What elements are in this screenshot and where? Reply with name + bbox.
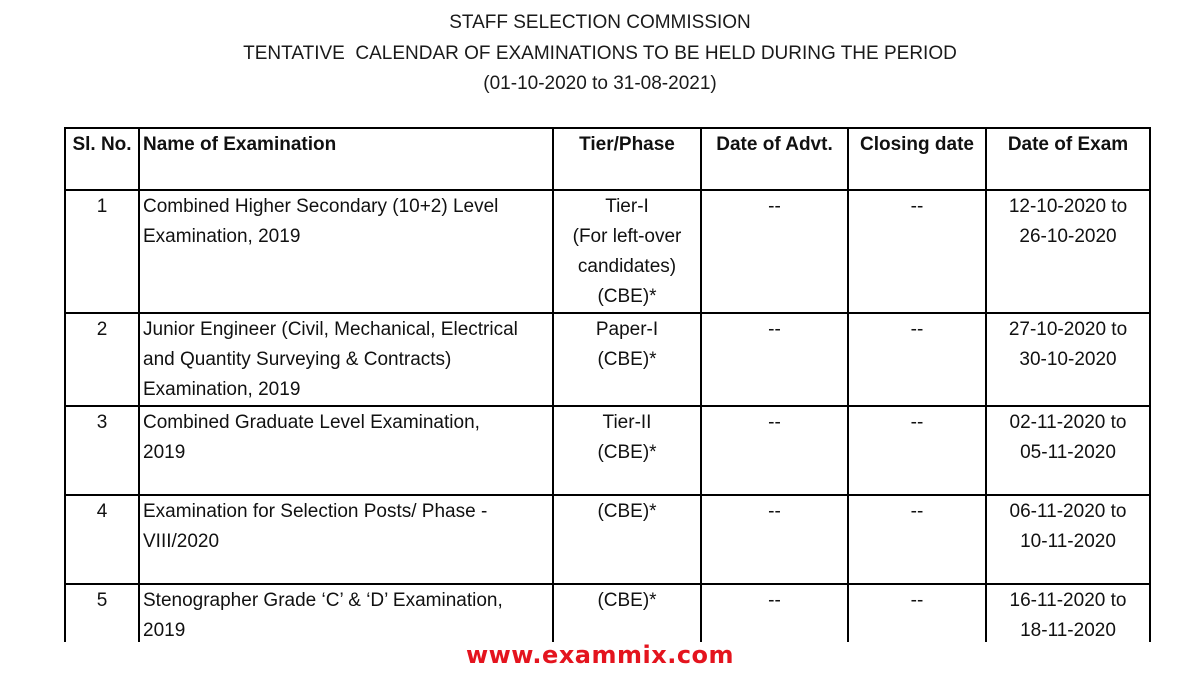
cell-date-of-exam <box>986 406 1150 495</box>
cell-exam-name <box>139 584 553 647</box>
tier-line: candidates) <box>577 256 677 277</box>
tier-line: (CBE)* <box>597 590 657 611</box>
tier-line: (CBE)* <box>597 349 657 370</box>
tier-line: Tier-I <box>605 196 649 217</box>
table-header-row <box>65 128 1150 190</box>
exam-name-line: Examination, 2019 <box>143 226 301 247</box>
tier-line: Paper-I <box>595 319 659 340</box>
exam-date-line: 06-11-2020 to <box>1009 501 1127 522</box>
site-watermark: www.exammix.com <box>465 641 735 669</box>
exam-date-line: 30-10-2020 <box>1019 349 1117 370</box>
cell-date-of-advt: -- <box>701 190 848 313</box>
cell-date-of-advt: -- <box>701 584 848 647</box>
calendar-period: (01-10-2020 to 31-08-2021) <box>483 73 717 94</box>
cell-exam-name <box>139 495 553 584</box>
exam-date-line: 02-11-2020 to <box>1009 412 1127 433</box>
table-row <box>65 313 1150 406</box>
column-header-date-of-advt: Date of Advt. <box>701 128 848 190</box>
column-header-exam-name: Name of Examination <box>139 128 553 190</box>
exam-name-line: 2019 <box>143 442 186 463</box>
cell-date-of-exam <box>986 313 1150 406</box>
cell-sl-no: 2 <box>65 313 139 406</box>
exam-name-line: 2019 <box>143 620 186 641</box>
exam-date-line: 27-10-2020 to <box>1008 319 1128 340</box>
exam-name-line: VIII/2020 <box>143 531 220 552</box>
cell-closing-date: -- <box>848 190 986 313</box>
cell-exam-name <box>139 190 553 313</box>
exam-name-line: Combined Higher Secondary (10+2) Level <box>143 196 499 217</box>
table-row <box>65 584 1150 647</box>
cell-exam-name <box>139 313 553 406</box>
cell-date-of-exam <box>986 584 1150 647</box>
cell-tier-phase <box>553 406 701 495</box>
cell-sl-no: 5 <box>65 584 139 647</box>
exam-name-line: Examination for Selection Posts/ Phase - <box>143 501 488 522</box>
tier-line: (CBE)* <box>597 286 657 307</box>
cell-tier-phase <box>553 313 701 406</box>
document-header <box>0 8 1200 100</box>
exam-date-line: 26-10-2020 <box>1019 226 1117 247</box>
column-header-date-of-exam: Date of Exam <box>986 128 1150 190</box>
cell-date-of-advt: -- <box>701 495 848 584</box>
organization-title: STAFF SELECTION COMMISSION <box>449 12 751 33</box>
column-header-tier-phase: Tier/Phase <box>553 128 701 190</box>
table-row <box>65 406 1150 495</box>
column-header-sl-no: Sl. No. <box>65 128 139 190</box>
exam-name-line: Examination, 2019 <box>143 379 301 400</box>
table-row <box>65 190 1150 313</box>
cell-tier-phase <box>553 584 701 647</box>
cell-date-of-advt: -- <box>701 406 848 495</box>
cell-closing-date: -- <box>848 584 986 647</box>
cell-date-of-advt: -- <box>701 313 848 406</box>
tier-line: Tier-II <box>602 412 652 433</box>
cell-sl-no: 4 <box>65 495 139 584</box>
cell-date-of-exam <box>986 495 1150 584</box>
tier-line: (For left-over <box>572 226 682 247</box>
tier-line: (CBE)* <box>597 501 657 522</box>
calendar-title: TENTATIVE CALENDAR OF EXAMINATIONS TO BE HELD DURING THE PERIOD <box>243 42 957 64</box>
exam-calendar-table <box>64 127 1151 648</box>
cell-closing-date: -- <box>848 406 986 495</box>
exam-date-line: 12-10-2020 to <box>1008 196 1128 217</box>
exam-name-line: and Quantity Surveying & Contracts) <box>143 349 452 370</box>
cell-tier-phase <box>553 495 701 584</box>
tier-line: (CBE)* <box>597 442 657 463</box>
exam-date-line: 10-11-2020 <box>1020 531 1116 552</box>
cell-closing-date: -- <box>848 495 986 584</box>
cell-exam-name <box>139 406 553 495</box>
cell-tier-phase <box>553 190 701 313</box>
column-header-closing-date: Closing date <box>848 128 986 190</box>
exam-date-line: 16-11-2020 to <box>1009 590 1127 611</box>
exam-date-line: 05-11-2020 <box>1020 442 1116 463</box>
exam-name-line: Combined Graduate Level Examination, <box>143 412 480 433</box>
exam-name-line: Junior Engineer (Civil, Mechanical, Electrical <box>143 319 518 340</box>
table-row <box>65 495 1150 584</box>
exam-date-line: 18-11-2020 <box>1020 620 1116 641</box>
cell-sl-no: 1 <box>65 190 139 313</box>
exam-name-line: Stenographer Grade ‘C’ & ‘D’ Examination, <box>143 590 503 611</box>
cell-date-of-exam <box>986 190 1150 313</box>
cell-closing-date: -- <box>848 313 986 406</box>
cell-sl-no: 3 <box>65 406 139 495</box>
